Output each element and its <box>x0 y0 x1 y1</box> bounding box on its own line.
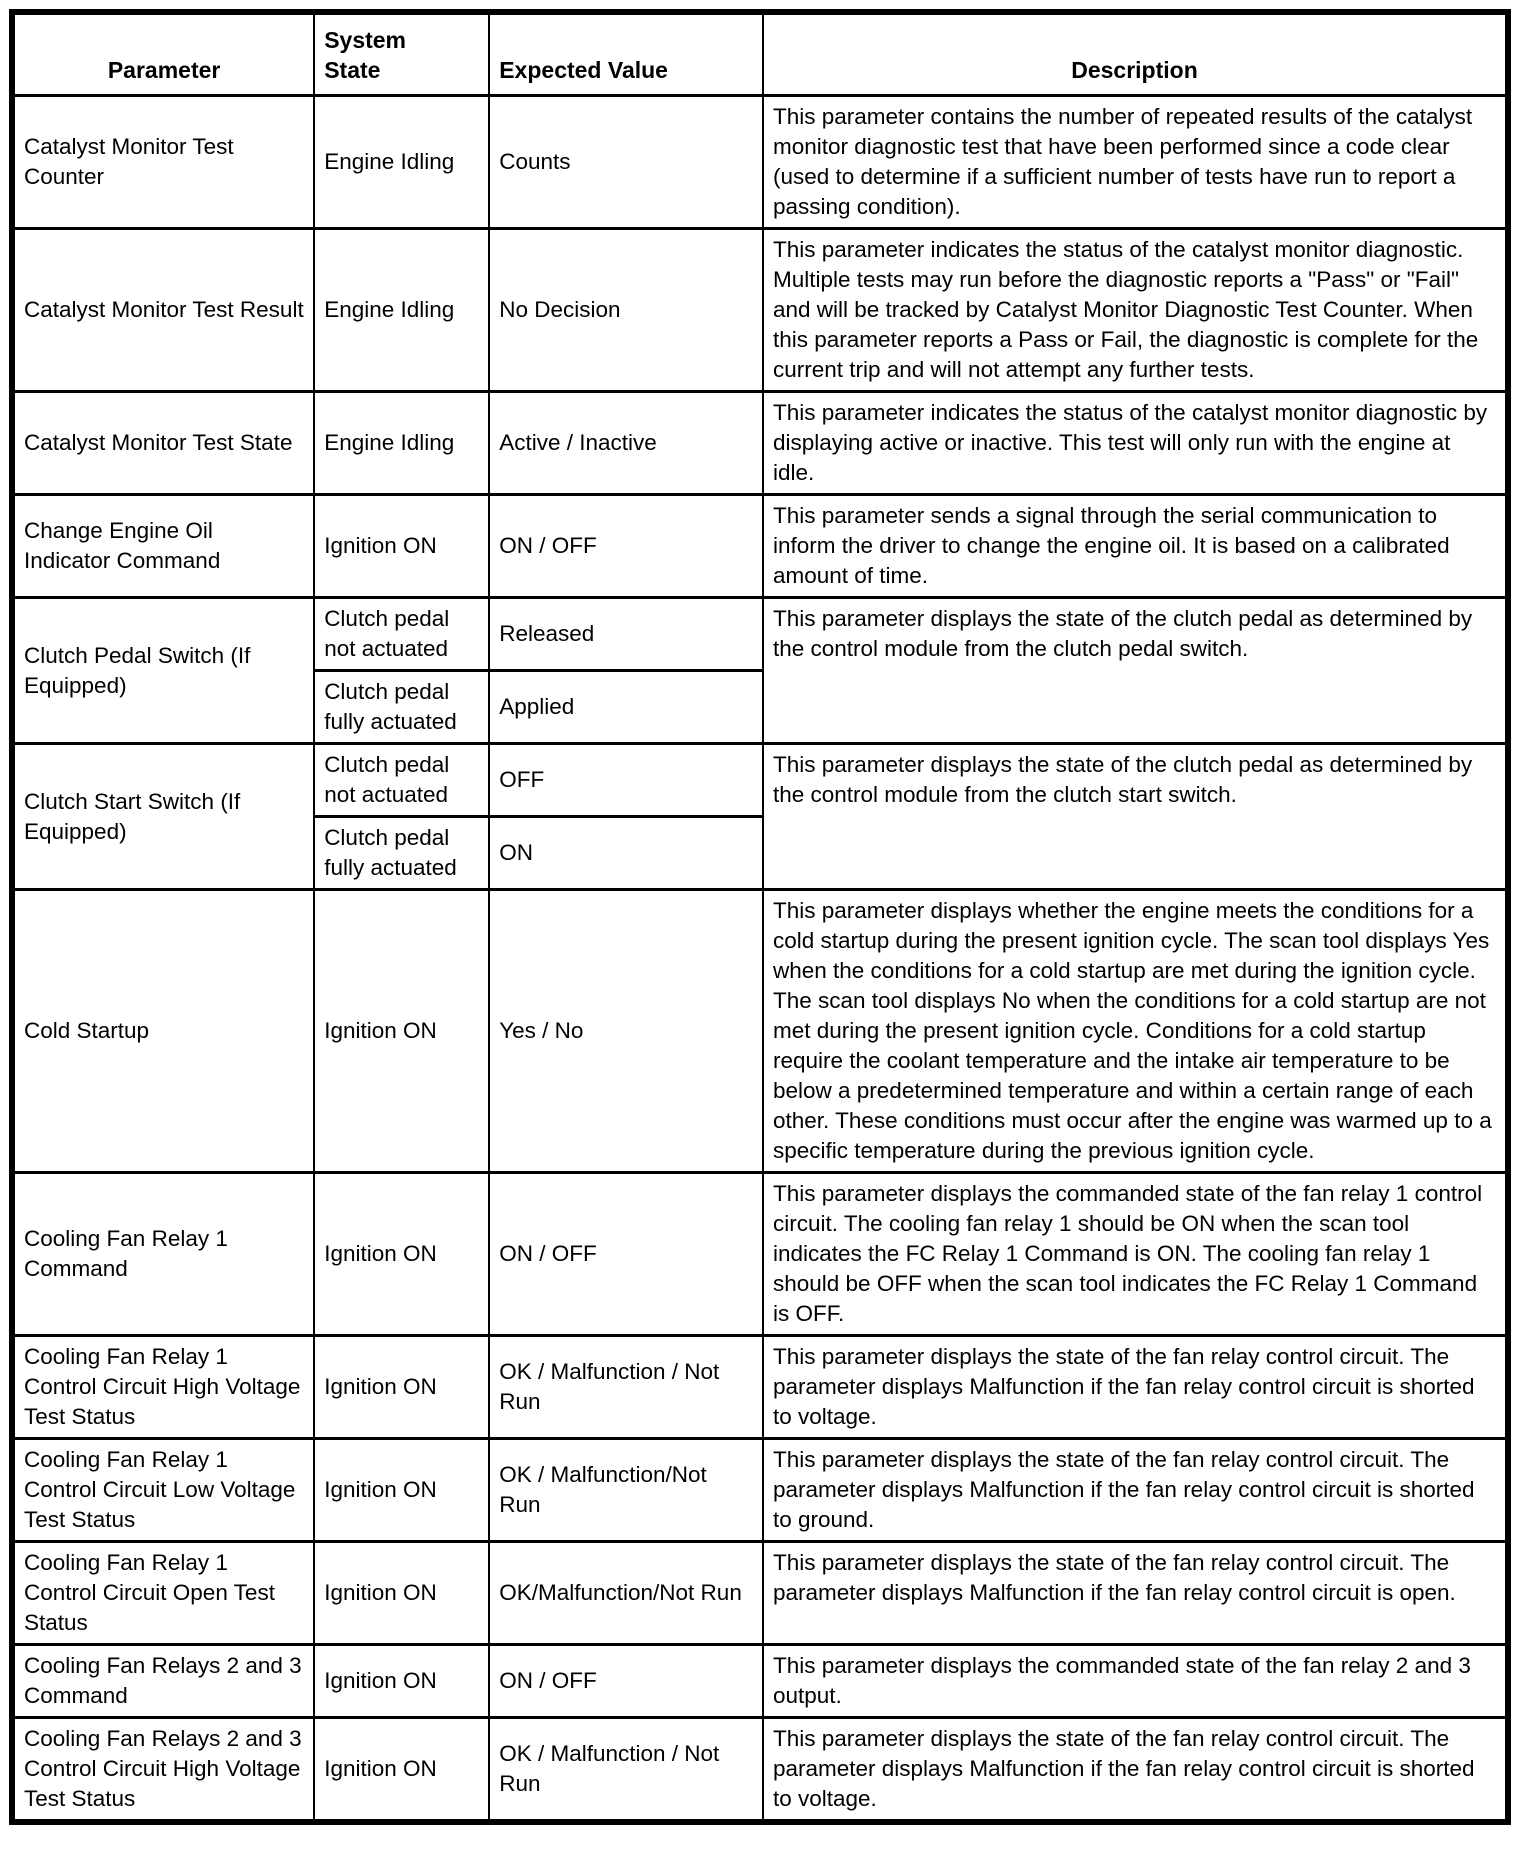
description-cell: This parameter indicates the status of the catalyst monitor diagnostic by displaying active or inactive. This test will only run with the engine at idle. <box>763 392 1508 495</box>
table-row <box>12 1336 1508 1439</box>
parameter-cell: Cooling Fan Relay 1 Control Circuit High Voltage Test Status <box>12 1336 314 1439</box>
expected-value-cell: Applied <box>489 671 763 744</box>
expected-value-cell: OK/Malfunction/Not Run <box>489 1542 763 1645</box>
description-cell: This parameter displays the state of the fan relay control circuit. The parameter displays Malfunction if the fan relay control circuit is shorted to voltage. <box>763 1718 1508 1823</box>
parameter-cell: Catalyst Monitor Test Result <box>12 229 314 392</box>
description-cell: This parameter indicates the status of the catalyst monitor diagnostic. Multiple tests may run before the diagnostic reports a "Pass" or "Fail" and will be tracked by Catalyst Monitor Diagnostic Test Counter. When this parameter reports a Pass or Fail, the diagnostic is complete for the current trip and will not attempt any further tests. <box>763 229 1508 392</box>
table-row <box>12 495 1508 598</box>
table-row <box>12 1439 1508 1542</box>
system-state-cell: Ignition ON <box>314 1542 489 1645</box>
parameter-cell: Catalyst Monitor Test Counter <box>12 96 314 229</box>
table-row <box>12 744 1508 817</box>
parameter-cell: Cooling Fan Relay 1 Control Circuit Open Test Status <box>12 1542 314 1645</box>
expected-value-cell: OFF <box>489 744 763 817</box>
table-row <box>12 229 1508 392</box>
expected-value-cell: ON / OFF <box>489 495 763 598</box>
description-cell: This parameter displays the commanded state of the fan relay 1 control circuit. The cooling fan relay 1 should be ON when the scan tool indicates the FC Relay 1 Command is ON. The cooling fan relay 1 should be OFF when the scan tool indicates the FC Relay 1 Command is OFF. <box>763 1173 1508 1336</box>
description-cell: This parameter contains the number of repeated results of the catalyst monitor diagnostic test that have been performed since a code clear (used to determine if a sufficient number of tests have run to report a passing condition). <box>763 96 1508 229</box>
expected-value-cell: ON / OFF <box>489 1173 763 1336</box>
table-row <box>12 392 1508 495</box>
parameter-cell: Catalyst Monitor Test State <box>12 392 314 495</box>
table-row <box>12 1718 1508 1823</box>
expected-value-cell: Yes / No <box>489 890 763 1173</box>
expected-value-cell: Active / Inactive <box>489 392 763 495</box>
description-cell: This parameter displays the commanded state of the fan relay 2 and 3 output. <box>763 1645 1508 1718</box>
system-state-cell: Clutch pedal fully actuated <box>314 817 489 890</box>
table-row <box>12 1645 1508 1718</box>
expected-value-cell: Counts <box>489 96 763 229</box>
parameter-cell: Cold Startup <box>12 890 314 1173</box>
description-cell: This parameter sends a signal through the serial communication to inform the driver to change the engine oil. It is based on a calibrated amount of time. <box>763 495 1508 598</box>
system-state-cell: Ignition ON <box>314 1336 489 1439</box>
expected-value-cell: Released <box>489 598 763 671</box>
description-cell: This parameter displays the state of the fan relay control circuit. The parameter displays Malfunction if the fan relay control circuit is shorted to ground. <box>763 1439 1508 1542</box>
parameter-cell: Clutch Start Switch (If Equipped) <box>12 744 314 890</box>
expected-value-cell: OK / Malfunction/Not Run <box>489 1439 763 1542</box>
parameter-cell: Cooling Fan Relay 1 Control Circuit Low Voltage Test Status <box>12 1439 314 1542</box>
table-row <box>12 1542 1508 1645</box>
system-state-cell: Ignition ON <box>314 495 489 598</box>
parameter-cell: Change Engine Oil Indicator Command <box>12 495 314 598</box>
system-state-cell: Clutch pedal not actuated <box>314 598 489 671</box>
system-state-cell: Engine Idling <box>314 96 489 229</box>
header-description: Description <box>763 12 1508 96</box>
system-state-cell: Ignition ON <box>314 1173 489 1336</box>
expected-value-cell: OK / Malfunction / Not Run <box>489 1718 763 1823</box>
header-system-state: System State <box>314 12 489 96</box>
table-row <box>12 96 1508 229</box>
system-state-cell: Ignition ON <box>314 1645 489 1718</box>
header-parameter: Parameter <box>12 12 314 96</box>
description-cell: This parameter displays the state of the fan relay control circuit. The parameter displays Malfunction if the fan relay control circuit is open. <box>763 1542 1508 1645</box>
table-row <box>12 598 1508 671</box>
expected-value-cell: OK / Malfunction / Not Run <box>489 1336 763 1439</box>
description-cell: This parameter displays the state of the clutch pedal as determined by the control module from the clutch start switch. <box>763 744 1508 890</box>
system-state-cell: Clutch pedal not actuated <box>314 744 489 817</box>
system-state-cell: Ignition ON <box>314 1439 489 1542</box>
description-cell: This parameter displays the state of the fan relay control circuit. The parameter displays Malfunction if the fan relay control circuit is shorted to voltage. <box>763 1336 1508 1439</box>
table-row <box>12 890 1508 1173</box>
system-state-cell: Engine Idling <box>314 229 489 392</box>
expected-value-cell: ON / OFF <box>489 1645 763 1718</box>
system-state-cell: Ignition ON <box>314 1718 489 1823</box>
system-state-cell: Engine Idling <box>314 392 489 495</box>
parameter-cell: Cooling Fan Relay 1 Command <box>12 1173 314 1336</box>
description-cell: This parameter displays whether the engine meets the conditions for a cold startup during the present ignition cycle. The scan tool displays Yes when the conditions for a cold startup are met during the ignition cycle. The scan tool displays No when the conditions for a cold startup are not met during the present ignition cycle. Conditions for a cold startup require the coolant temperature and the intake air temperature to be below a predetermined temperature and within a certain range of each other. These conditions must occur after the engine was warmed up to a specific temperature during the previous ignition cycle. <box>763 890 1508 1173</box>
system-state-cell: Ignition ON <box>314 890 489 1173</box>
description-cell: This parameter displays the state of the clutch pedal as determined by the control module from the clutch pedal switch. <box>763 598 1508 744</box>
parameter-cell: Cooling Fan Relays 2 and 3 Command <box>12 1645 314 1718</box>
header-expected-value: Expected Value <box>489 12 763 96</box>
header-row <box>12 12 1508 96</box>
parameter-table <box>9 9 1511 1825</box>
parameter-cell: Clutch Pedal Switch (If Equipped) <box>12 598 314 744</box>
table-row <box>12 1173 1508 1336</box>
expected-value-cell: ON <box>489 817 763 890</box>
parameter-cell: Cooling Fan Relays 2 and 3 Control Circuit High Voltage Test Status <box>12 1718 314 1823</box>
expected-value-cell: No Decision <box>489 229 763 392</box>
system-state-cell: Clutch pedal fully actuated <box>314 671 489 744</box>
